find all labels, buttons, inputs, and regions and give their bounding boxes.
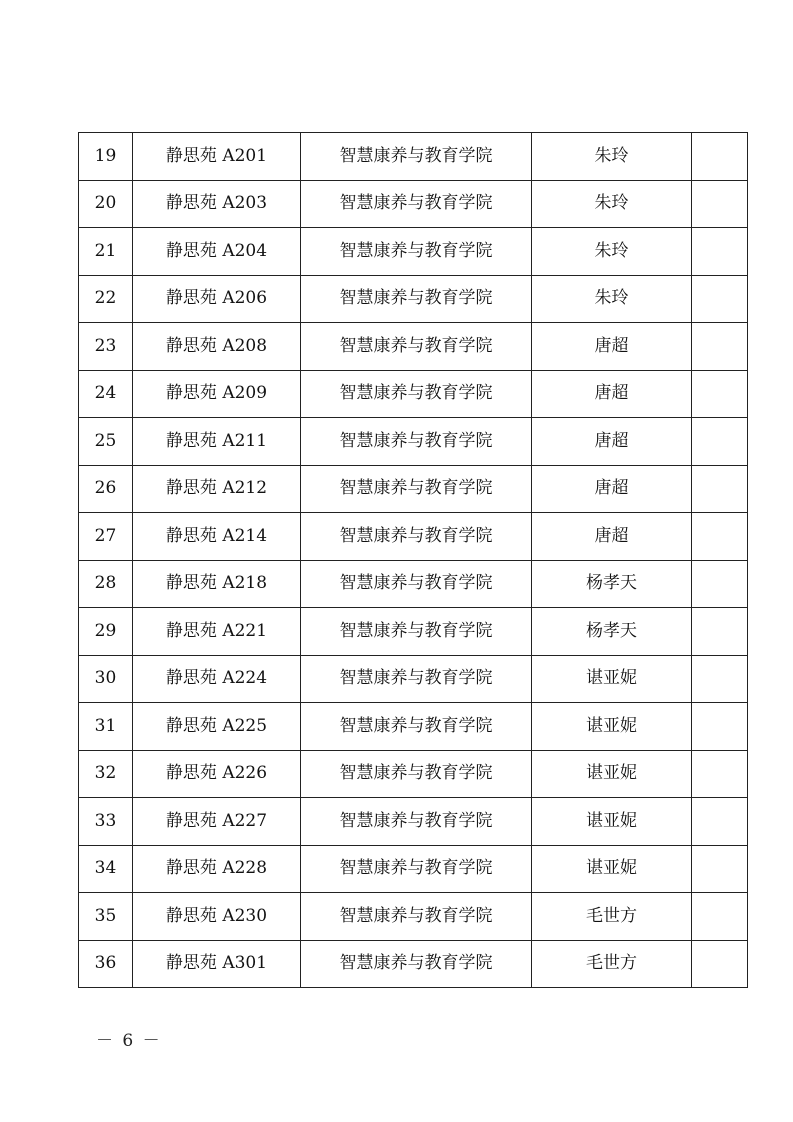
college-name: 智慧康养与教育学院: [301, 370, 532, 418]
person-name: 朱玲: [532, 228, 692, 276]
table-row: [79, 845, 748, 893]
row-number: 36: [79, 940, 133, 988]
table-row: [79, 228, 748, 276]
dorm-room: 静思苑 A225: [133, 703, 301, 751]
table-row: [79, 370, 748, 418]
dorm-room: 静思苑 A201: [133, 133, 301, 181]
dorm-room: 静思苑 A227: [133, 798, 301, 846]
remarks-cell: [692, 513, 748, 561]
row-number: 31: [79, 703, 133, 751]
table-row: [79, 750, 748, 798]
table-row: [79, 323, 748, 371]
person-name: 谌亚妮: [532, 845, 692, 893]
page-number: － 6 －: [96, 1031, 162, 1051]
college-name: 智慧康养与教育学院: [301, 750, 532, 798]
row-number: 27: [79, 513, 133, 561]
dorm-room: 静思苑 A228: [133, 845, 301, 893]
person-name: 谌亚妮: [532, 655, 692, 703]
table-row: [79, 133, 748, 181]
college-name: 智慧康养与教育学院: [301, 275, 532, 323]
person-name: 杨孝天: [532, 608, 692, 656]
table-row: [79, 513, 748, 561]
college-name: 智慧康养与教育学院: [301, 323, 532, 371]
row-number: 28: [79, 560, 133, 608]
row-number: 33: [79, 798, 133, 846]
row-number: 35: [79, 893, 133, 941]
table-row: [79, 940, 748, 988]
dorm-room: 静思苑 A301: [133, 940, 301, 988]
remarks-cell: [692, 608, 748, 656]
table-row: [79, 275, 748, 323]
row-number: 30: [79, 655, 133, 703]
college-name: 智慧康养与教育学院: [301, 608, 532, 656]
person-name: 朱玲: [532, 275, 692, 323]
row-number: 20: [79, 180, 133, 228]
row-number: 23: [79, 323, 133, 371]
table-row: [79, 798, 748, 846]
table-row: [79, 893, 748, 941]
person-name: 唐超: [532, 513, 692, 561]
person-name: 唐超: [532, 370, 692, 418]
table-row: [79, 180, 748, 228]
person-name: 谌亚妮: [532, 750, 692, 798]
college-name: 智慧康养与教育学院: [301, 228, 532, 276]
remarks-cell: [692, 560, 748, 608]
row-number: 26: [79, 465, 133, 513]
dorm-room: 静思苑 A206: [133, 275, 301, 323]
college-name: 智慧康养与教育学院: [301, 560, 532, 608]
college-name: 智慧康养与教育学院: [301, 940, 532, 988]
dorm-room: 静思苑 A214: [133, 513, 301, 561]
remarks-cell: [692, 133, 748, 181]
remarks-cell: [692, 798, 748, 846]
person-name: 毛世方: [532, 940, 692, 988]
row-number: 21: [79, 228, 133, 276]
remarks-cell: [692, 750, 748, 798]
college-name: 智慧康养与教育学院: [301, 418, 532, 466]
table-row: [79, 608, 748, 656]
college-name: 智慧康养与教育学院: [301, 180, 532, 228]
person-name: 唐超: [532, 465, 692, 513]
dorm-room: 静思苑 A226: [133, 750, 301, 798]
table-row: [79, 703, 748, 751]
row-number: 32: [79, 750, 133, 798]
remarks-cell: [692, 370, 748, 418]
dorm-room: 静思苑 A224: [133, 655, 301, 703]
remarks-cell: [692, 180, 748, 228]
dorm-room: 静思苑 A211: [133, 418, 301, 466]
remarks-cell: [692, 323, 748, 371]
college-name: 智慧康养与教育学院: [301, 655, 532, 703]
row-number: 24: [79, 370, 133, 418]
dorm-room: 静思苑 A203: [133, 180, 301, 228]
dorm-room: 静思苑 A218: [133, 560, 301, 608]
person-name: 朱玲: [532, 133, 692, 181]
college-name: 智慧康养与教育学院: [301, 133, 532, 181]
person-name: 唐超: [532, 323, 692, 371]
row-number: 19: [79, 133, 133, 181]
row-number: 22: [79, 275, 133, 323]
dorm-room: 静思苑 A212: [133, 465, 301, 513]
dorm-room: 静思苑 A221: [133, 608, 301, 656]
dormitory-roster: [78, 132, 747, 988]
row-number: 34: [79, 845, 133, 893]
remarks-cell: [692, 228, 748, 276]
dorm-room: 静思苑 A208: [133, 323, 301, 371]
dorm-room: 静思苑 A230: [133, 893, 301, 941]
remarks-cell: [692, 465, 748, 513]
remarks-cell: [692, 940, 748, 988]
college-name: 智慧康养与教育学院: [301, 845, 532, 893]
person-name: 谌亚妮: [532, 703, 692, 751]
dorm-room: 静思苑 A204: [133, 228, 301, 276]
college-name: 智慧康养与教育学院: [301, 893, 532, 941]
college-name: 智慧康养与教育学院: [301, 513, 532, 561]
remarks-cell: [692, 275, 748, 323]
row-number: 25: [79, 418, 133, 466]
person-name: 杨孝天: [532, 560, 692, 608]
remarks-cell: [692, 655, 748, 703]
person-name: 唐超: [532, 418, 692, 466]
remarks-cell: [692, 893, 748, 941]
table-row: [79, 655, 748, 703]
college-name: 智慧康养与教育学院: [301, 703, 532, 751]
row-number: 29: [79, 608, 133, 656]
table-row: [79, 560, 748, 608]
remarks-cell: [692, 703, 748, 751]
remarks-cell: [692, 845, 748, 893]
table-row: [79, 418, 748, 466]
table-row: [79, 465, 748, 513]
college-name: 智慧康养与教育学院: [301, 465, 532, 513]
roster-table: [78, 132, 748, 988]
dorm-room: 静思苑 A209: [133, 370, 301, 418]
person-name: 朱玲: [532, 180, 692, 228]
person-name: 谌亚妮: [532, 798, 692, 846]
college-name: 智慧康养与教育学院: [301, 798, 532, 846]
person-name: 毛世方: [532, 893, 692, 941]
remarks-cell: [692, 418, 748, 466]
roster-table-body: [79, 133, 748, 988]
